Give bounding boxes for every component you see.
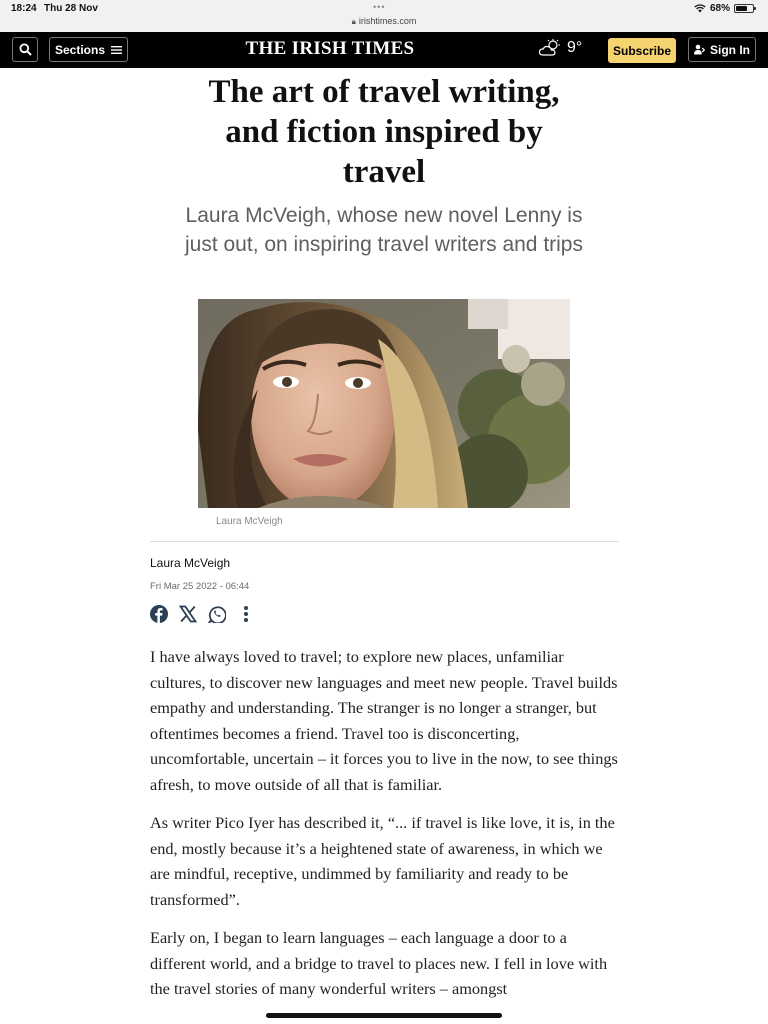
address-bar[interactable] bbox=[0, 16, 768, 27]
status-time: 18:24 bbox=[11, 3, 37, 14]
article-headline: The art of travel writing, and fiction inspired by travel bbox=[208, 74, 560, 190]
sections-label: Sections bbox=[54, 42, 105, 57]
battery-fill bbox=[736, 6, 747, 11]
search-icon bbox=[19, 43, 32, 56]
site-logo[interactable]: THE IRISH TIMES bbox=[245, 38, 415, 59]
user-icon bbox=[694, 44, 705, 55]
lock-icon: 🔒︎ bbox=[351, 17, 356, 26]
share-bar bbox=[150, 605, 255, 623]
home-indicator[interactable] bbox=[266, 1013, 502, 1018]
search-button[interactable] bbox=[12, 37, 38, 62]
wifi-icon bbox=[694, 4, 706, 13]
hamburger-icon bbox=[111, 45, 122, 55]
sign-in-button[interactable] bbox=[688, 37, 756, 62]
sign-in-label: Sign In bbox=[710, 42, 750, 57]
paragraph: As writer Pico Iyer has described it, “... if travel is like love, it is, in the end, mostly because it’s a heightened state of awareness, in which we are mindful, receptive, undimmed by familiarity and ready to be transformed”. bbox=[150, 813, 615, 909]
status-date: Thu 28 Nov bbox=[44, 3, 98, 14]
status-bar bbox=[0, 0, 768, 32]
divider bbox=[150, 541, 619, 542]
image-caption: Laura McVeigh bbox=[216, 516, 283, 527]
paragraph: I have always loved to travel; to explore new places, unfamiliar cultures, to discover new languages and meet new people. Travel builds empathy and understanding. The stranger is no longer a stranger, but oftentimes becomes a friend. Travel too is disconcerting, uncomfortable, uncertain – it forces you to live in the now, to see things afresh, to move outside of all that is familiar. bbox=[150, 647, 618, 794]
paragraph: Early on, I began to learn languages – each language a door to a different world, and a bridge to travel to places new. I fell in love with the travel stories of many wonderful writers – amongst bbox=[150, 928, 608, 998]
sections-button[interactable] bbox=[49, 37, 128, 62]
partly-cloudy-icon bbox=[538, 39, 564, 57]
battery-percent: 68% bbox=[709, 3, 730, 14]
site-header bbox=[0, 32, 768, 68]
address-url: irishtimes.com bbox=[358, 16, 417, 26]
subscribe-button[interactable]: Subscribe bbox=[608, 38, 676, 63]
publish-date: Fri Mar 25 2022 - 06:44 bbox=[150, 581, 250, 592]
facebook-share-button[interactable] bbox=[150, 605, 168, 623]
x-icon bbox=[179, 605, 197, 623]
facebook-icon bbox=[150, 605, 168, 623]
article-hero-image[interactable] bbox=[198, 299, 570, 508]
more-share-options-button[interactable] bbox=[237, 605, 255, 623]
weather-widget[interactable] bbox=[538, 39, 582, 57]
battery-icon bbox=[734, 4, 754, 13]
author-portrait-image bbox=[198, 299, 570, 508]
whatsapp-share-button[interactable] bbox=[208, 605, 226, 623]
more-vertical-icon bbox=[237, 605, 255, 623]
temperature: 9° bbox=[567, 39, 583, 56]
author-byline[interactable]: Laura McVeigh bbox=[150, 556, 231, 570]
multitasking-dots-icon[interactable]: ••• bbox=[373, 2, 386, 12]
whatsapp-icon bbox=[208, 605, 226, 623]
article-body bbox=[150, 644, 620, 1015]
x-share-button[interactable] bbox=[179, 605, 197, 623]
status-indicators bbox=[694, 3, 754, 14]
article-standfirst: Laura McVeigh, whose new novel Lenny is just out, on inspiring travel writers and trips bbox=[184, 204, 583, 256]
